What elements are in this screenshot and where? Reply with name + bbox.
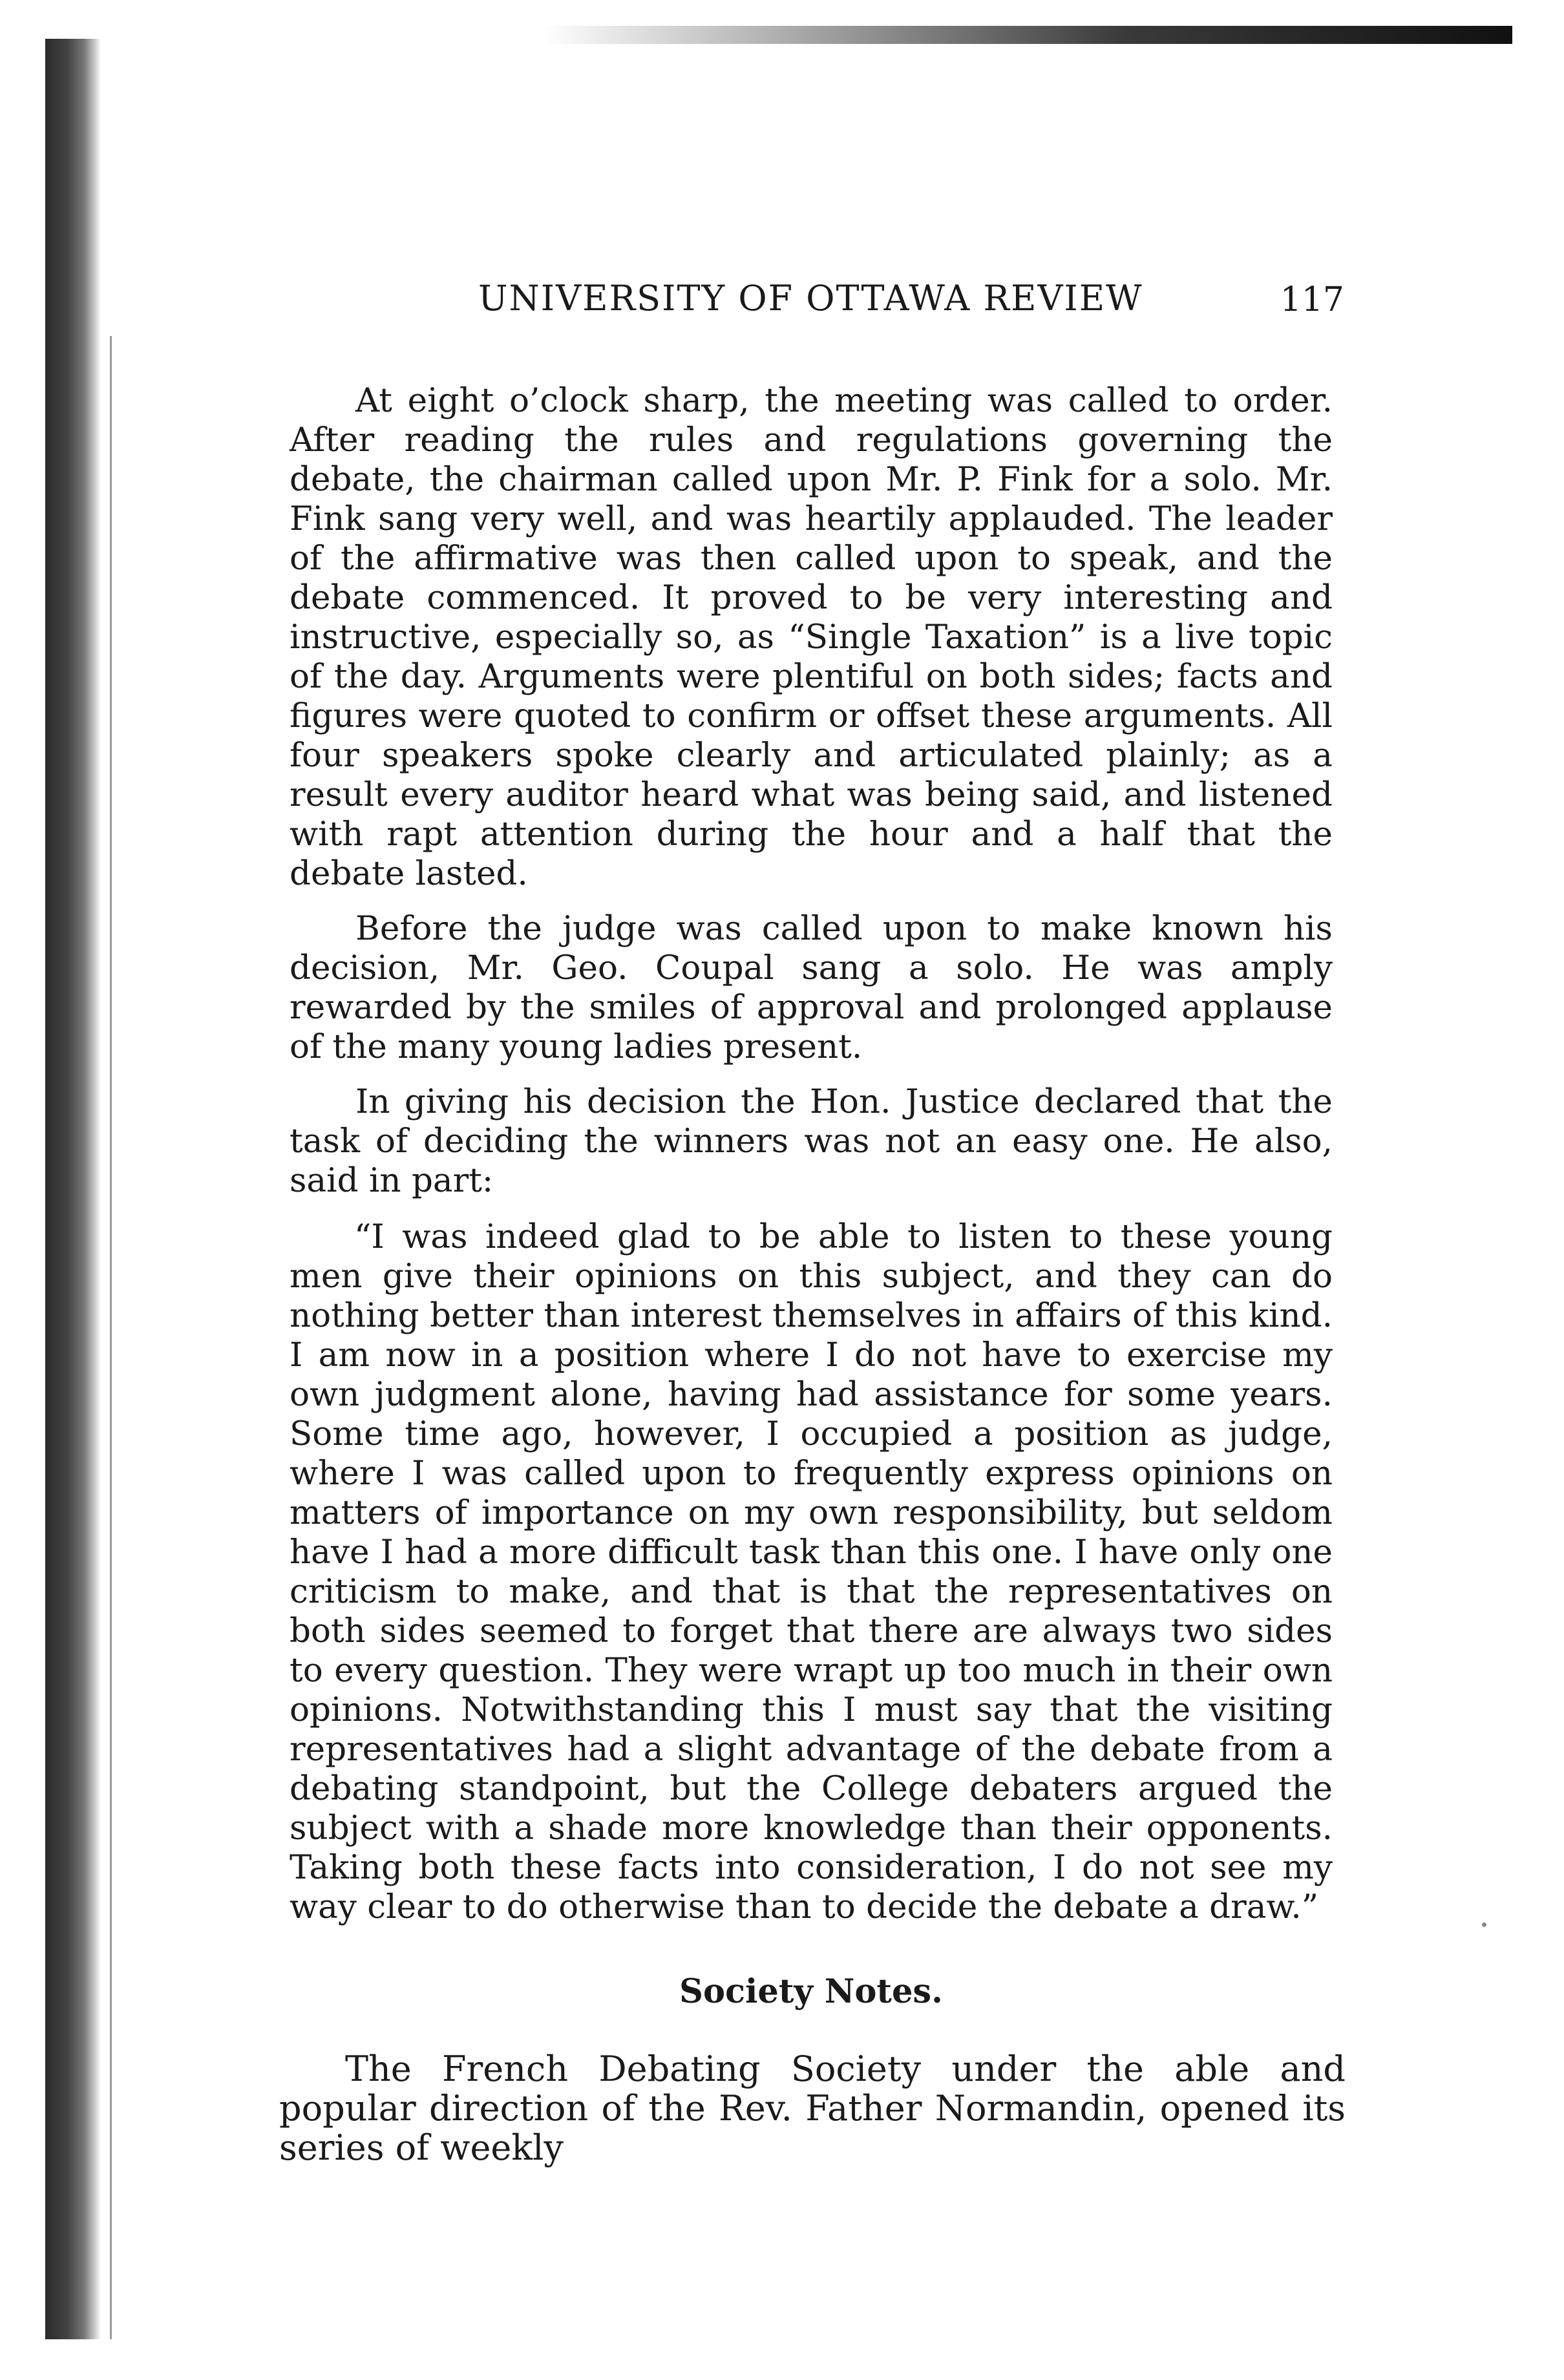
- body-paragraph: Before the judge was called upon to make known his decision, Mr. Geo. Coupal sang a solo. He was amply rewarded by the smiles of approval and prolonged applause of the many young ladies present.: [290, 909, 1333, 1066]
- top-printing-rule: [543, 26, 1512, 44]
- body-paragraph: At eight o’clock sharp, the meeting was called to order. After reading the rules and regulations governing the debate, the chairman called upon Mr. P. Fink for a solo. Mr. Fink sang very well, and was heartily applauded. The leader of the affirmative was then called upon to speak, and the debate commenced. It proved to be very interesting and instructive, especially so, as “Single Taxation” is a live topic of the day. Arguments were plentiful on both sides; facts and figures were quoted to confirm or offset these arguments. All four speakers spoke clearly and articulated plainly; as a result every auditor heard what was being said, and listened with rapt attention during the hour and a half that the debate lasted.: [290, 381, 1333, 893]
- article-body: [279, 381, 1346, 2183]
- page-header: [291, 278, 1344, 330]
- running-head: UNIVERSITY OF OTTAWA REVIEW: [478, 278, 1143, 319]
- block-quote: “I was indeed glad to be able to listen to these young men give their opinions on this subject, and they can do nothing better than interest themselves in affairs of this kind. I am now in a position where I do not have to exercise my own judgment alone, having had assistance for some years. Some time ago, however, I occupied a position as judge, where I was called upon to frequently express opinions on matters of importance on my own responsibility, but seldom have I had a more difficult task than this one. I have only one criticism to make, and that is that the representatives on both sides seemed to forget that there are always two sides to every question. They were wrapt up too much in their own opinions. Notwithstanding this I must say that the visiting representatives had a slight advantage of the debate from a debating standpoint, but the College debaters argued the subject with a shade more knowledge than their opponents. Taking both these facts into consideration, I do not see my way clear to do otherwise than to decide the debate a draw.”: [290, 1217, 1333, 1926]
- page-number: 117: [1280, 280, 1344, 319]
- body-paragraph: The French Debating Society under the able and popular direction of the Rev. Father Normandin, opened its series of weekly: [279, 2048, 1346, 2168]
- body-paragraph: In giving his decision the Hon. Justice declared that the task of deciding the winners was not an easy one. He also, said in part:: [290, 1082, 1333, 1200]
- page-gutter-shadow: [45, 39, 101, 2339]
- page-gutter-line: [110, 336, 112, 2339]
- scan-speck: [1482, 1922, 1486, 1927]
- section-heading: Society Notes.: [679, 1972, 943, 2011]
